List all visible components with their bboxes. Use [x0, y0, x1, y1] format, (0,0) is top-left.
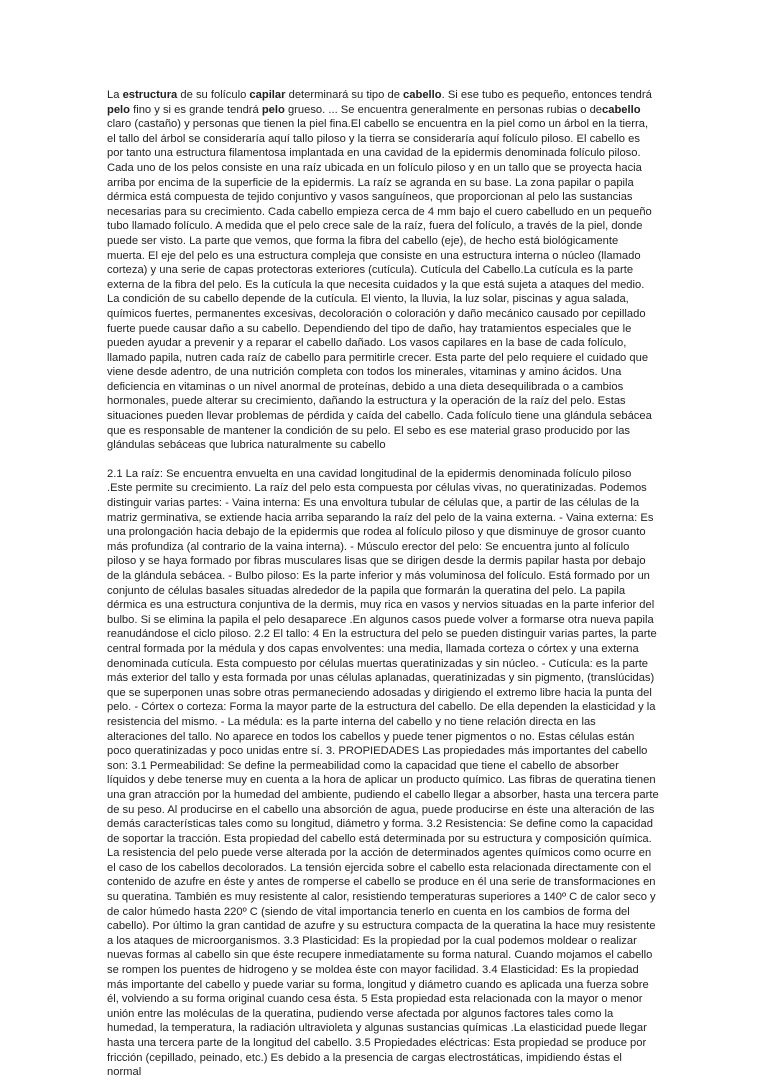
- bold-term: capilar: [249, 89, 286, 101]
- bold-term: estructura: [122, 89, 178, 101]
- text-run: claro (castaño) y personas que tienen la piel fina.El cabello se encuentra en la piel como un árbol en la tierra, el tallo del árbol se consideraría aquí tallo piloso y la tierra se consideraría aquí folículo piloso. El cabello es por tanto una estructura filamentosa implantada en una cavidad de la epidermis denominada folículo piloso. Cada uno de los pelos consiste en una raíz ubicada en un folículo piloso y en un tallo que se proyecta hacia arriba por encima de la superficie de la epidermis. La raíz se agranda en su base. La zona papilar o papila dérmica está compuesta de tejido conjuntivo y vasos sanguíneos, que proporcionan al pelo las sustancias necesarias para su crecimiento. Cada cabello empieza cerca de 4 mm bajo el cuero cabelludo en un pequeño tubo llamado folículo. A medida que el pelo crece sale de la raíz, fuera del folículo, a través de la piel, donde puede ser visto. La parte que vemos, que forma la fibra del cabello (eje), de hecho está biológicamente muerta. El eje del pelo es una estructura compleja que consiste en una estructura interna o núcleo (llamado corteza) y una serie de capas protectoras exteriores (cutícula). Cutícula del Cabello.La cutícula es la parte externa de la fibra del pelo. Es la cutícula la que necesita cuidados y la que está sujeta a ataques del medio. La condición de su cabello depende de la cutícula. El viento, la lluvia, la luz solar, piscinas y agua salada, químicos fuertes, permanentes excesivas, decoloración o coloración y daño mecánico causado por cepillado fuerte puede causar daño a su cabello. Dependiendo del tipo de daño, hay tratamientos especiales que le pueden ayudar a prevenir y a reparar el cabello dañado. Los vasos capilares en la base de cada folículo, llamado papila, nutren cada raíz de cabello para permitirle crecer. Esta parte del pelo requiere el cuidado que viene desde adentro, de una nutrición completa con todos los minerales, vitaminas y amino ácidos. Una deficiencia en vitaminas o un nivel anormal de proteínas, debido a una dieta desequilibrada o a cambios hormonales, puede alterar su crecimiento, dañando la estructura y la operación de la raíz del pelo. Estas situaciones pueden llevar problemas de pérdida y caída del cabello. Cada folículo tiene una glándula sebácea que es responsable de mantener la condición de su pelo. El sebo es ese material graso producido por las glándulas sebáceas que lubrica naturalmente su cabello: [107, 118, 652, 452]
- paragraph-hair-structure: [107, 88, 659, 453]
- text-run: grueso. ... Se encuentra generalmente en personas rubias o de: [284, 103, 603, 116]
- text-run: . Si ese tubo es pequeño, entonces tendrá: [441, 89, 652, 101]
- text-run: de su folículo: [177, 89, 250, 101]
- text-run: determinará su tipo de: [285, 89, 404, 101]
- text-run: 2.1 La raíz: Se encuentra envuelta en una cavidad longitudinal de la epidermis denominada folículo piloso .Este permite su crecimiento. La raíz del pelo esta compuesta por células vivas, no queratinizadas. Podemos distinguir varias partes: - Vaina interna: Es una envoltura tubular de células que, a partir de las células de la matriz germinativa, se extiende hacia arriba separando la raíz del pelo de la vaina externa. - Vaina externa: Es una prolongación hacia debajo de la epidermis que rodea al folículo piloso y que disminuye de grosor cuanto más profundiza (al contrario de la vaina interna). - Músculo erector del pelo: Se encuentra junto al folículo piloso y se haya formado por fibras musculares lisas que se dirigen desde la dermis papilar hasta por debajo de la glándula sebácea. - Bulbo piloso: Es la parte inferior y más voluminosa del folículo. Está formado por un conjunto de células basales situadas alrededor de la papila que formarán la queratina del pelo. La papila dérmica es una estructura conjuntiva de la dermis, muy rica en vasos y nervios situadas en la parte inferior del bulbo. Si se elimina la papila el pelo desaparece .En algunos casos puede volver a formarse otra nueva papila reanudándose el ciclo piloso. 2.2 El tallo: 4 En la estructura del pelo se pueden distinguir varias partes, la parte central formada por la médula y dos capas envolventes: una media, llamada corteza o córtex y una externa denominada cutícula. Esta compuesto por células muertas queratinizadas y sin núcleo. - Cutícula: es la parte más exterior del tallo y esta formada por unas células aplanadas, queratinizadas y sin pigmento, (translúcidas) que se superponen unas sobre otras permaneciendo adosadas y dirigiendo el extremo libre hacia la punta del pelo. - Córtex o corteza: Forma la mayor parte de la estructura del cabello. De ella dependen la elasticidad y la resistencia del mismo. - La médula: es la parte interna del cabello y no tiene relación directa en las alteraciones del tallo. No aparece en todos los cabellos y puede tener pigmentos o no. Estas células están poco queratinizadas y poco unidas entre sí. 3. PROPIEDADES Las propiedades más importantes del cabello son: 3.1 Permeabilidad: Se define la permeabilidad como la capacidad que tiene el cabello de absorber líquidos y debe tenerse muy en cuenta a la hora de aplicar un producto químico. Las fibras de queratina tienen una gran atracción por la humedad del ambiente, pudiendo el cabello llegar a absorber, hasta una tercera parte de su peso. Al producirse en el cabello una absorción de agua, puede producirse en éste una alteración de las demás características tales como su longitud, diámetro y forma. 3.2 Resistencia: Se define como la capacidad de soportar la tracción. Esta propiedad del cabello está determinada por su estructura y composición química. La resistencia del pelo puede verse alterada por la acción de determinados agentes químicos como ocurre en el caso de los cabellos decolorados. La tensión ejercida sobre el cabello esta relacionada directamente con el contenido de azufre en éste y antes de romperse el cabello se produce en él una serie de transformaciones en su queratina. También es muy resistente al calor, resistiendo temperaturas superiores a 140º C de calor seco y de calor húmedo hasta 220º C (siendo de vital importancia tenerlo en cuenta en los cambios de forma del cabello). Por último la gran cantidad de azufre y su estructura compacta de la queratina la hace muy resistente a los ataques de microorganismos. 3.3 Plasticidad: Es la propiedad por la cual podemos moldear o realizar nuevas formas al cabello sin que éste recupere inmediatamente su forma natural. Cuando mojamos el cabello se rompen los puentes de hidrogeno y se moldea éste con mayor facilidad. 3.4 Elasticidad: Es la propiedad más importante del cabello y puede variar su forma, longitud y diámetro cuando es aplicada una fuerza sobre él, volviendo a su forma original cuando cesa ésta. 5 Esta propiedad esta relacionada con la mayor o menor unión entre las moléculas de la queratina, pudiendo verse afectada por algunos factores tales como la humedad, la temperatura, la radiación ultravioleta y algunas sustancias químicas .La elasticidad puede llegar hasta una tercera parte de la longitud del cabello. 3.5 Propiedades eléctricas: Esta propiedad se produce por fricción (cepillado, peinado, etc.) Es debido a la presencia de cargas electrostáticas, impidiendo éstas el normal: [107, 467, 659, 1079]
- bold-term: cabello: [403, 89, 442, 101]
- bold-term: pelo: [261, 103, 285, 116]
- text-run: fino y si es grande tendrá: [130, 103, 262, 116]
- bold-term: pelo: [107, 103, 130, 116]
- bold-term: cabello: [602, 103, 641, 116]
- text-run: La: [107, 89, 123, 101]
- paragraph-root-and-properties: [107, 467, 659, 1080]
- document-page: [107, 88, 659, 1080]
